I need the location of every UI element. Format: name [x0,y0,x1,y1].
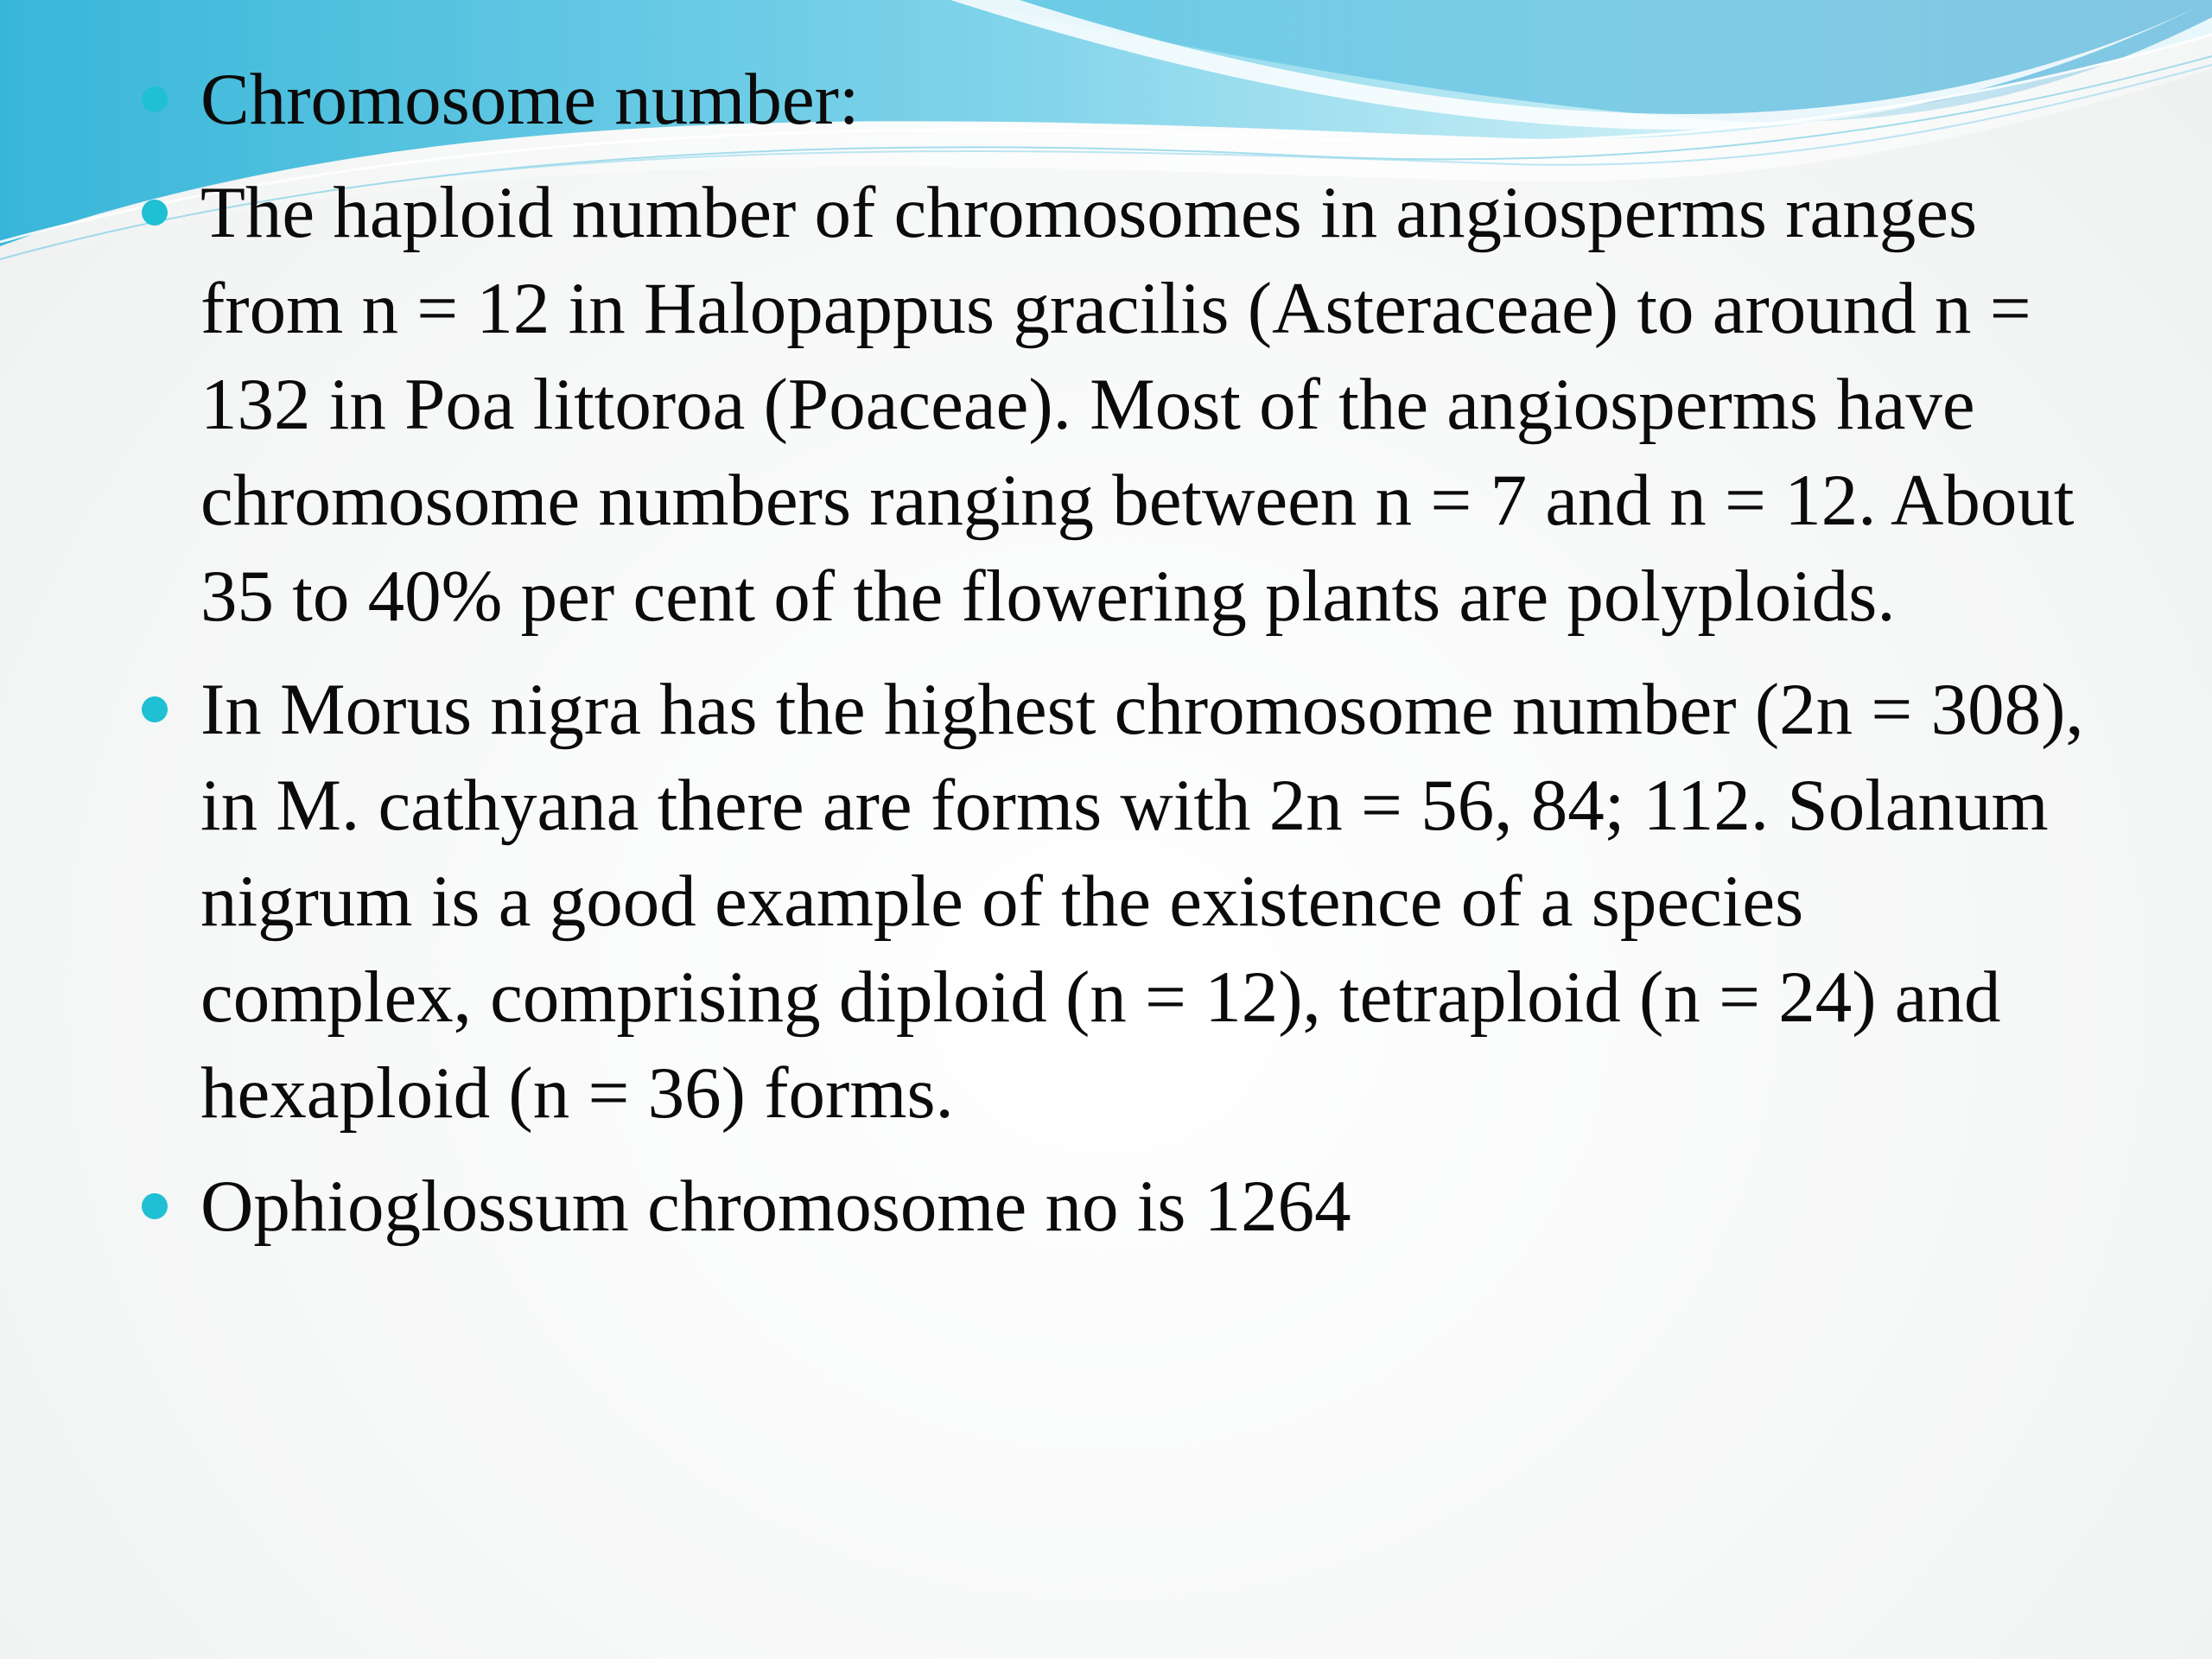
bullet-dot-icon [142,1193,168,1219]
bullet-text: The haploid number of chromosomes in angiosperms ranges from n = 12 in Halopappus gracilis (Asteraceae) to around n = 132 in Poa littoroa (Poaceae). Most of the angiosperms have chromosome numbers ranging between n = 7 and n = 12. About 35 to 40% per cent of the flowering plants are polyploids. [200,172,2075,637]
bullet-dot-icon [142,86,168,112]
bullet-text: In Morus nigra has the highest chromosome number (2n = 308), in M. cathyana there are forms with 2n = 56, 84; 112. Solanum nigrum is a good example of the existence of a species complex, comprising diploid (n = 12), tetraploid (n = 24) and hexaploid (n = 36) forms. [200,669,2084,1134]
bullet-item [138,52,2091,148]
bullet-dot-icon [142,696,168,722]
bullet-item [138,1159,2091,1255]
slide-body [138,52,2091,1272]
bullet-list [138,52,2091,1255]
bullet-text: Ophioglossum chromosome no is 1264 [200,1166,1351,1247]
bullet-text: Chromosome number: [200,59,860,140]
bullet-dot-icon [142,200,168,226]
bullet-item [138,662,2091,1141]
bullet-item [138,165,2091,645]
